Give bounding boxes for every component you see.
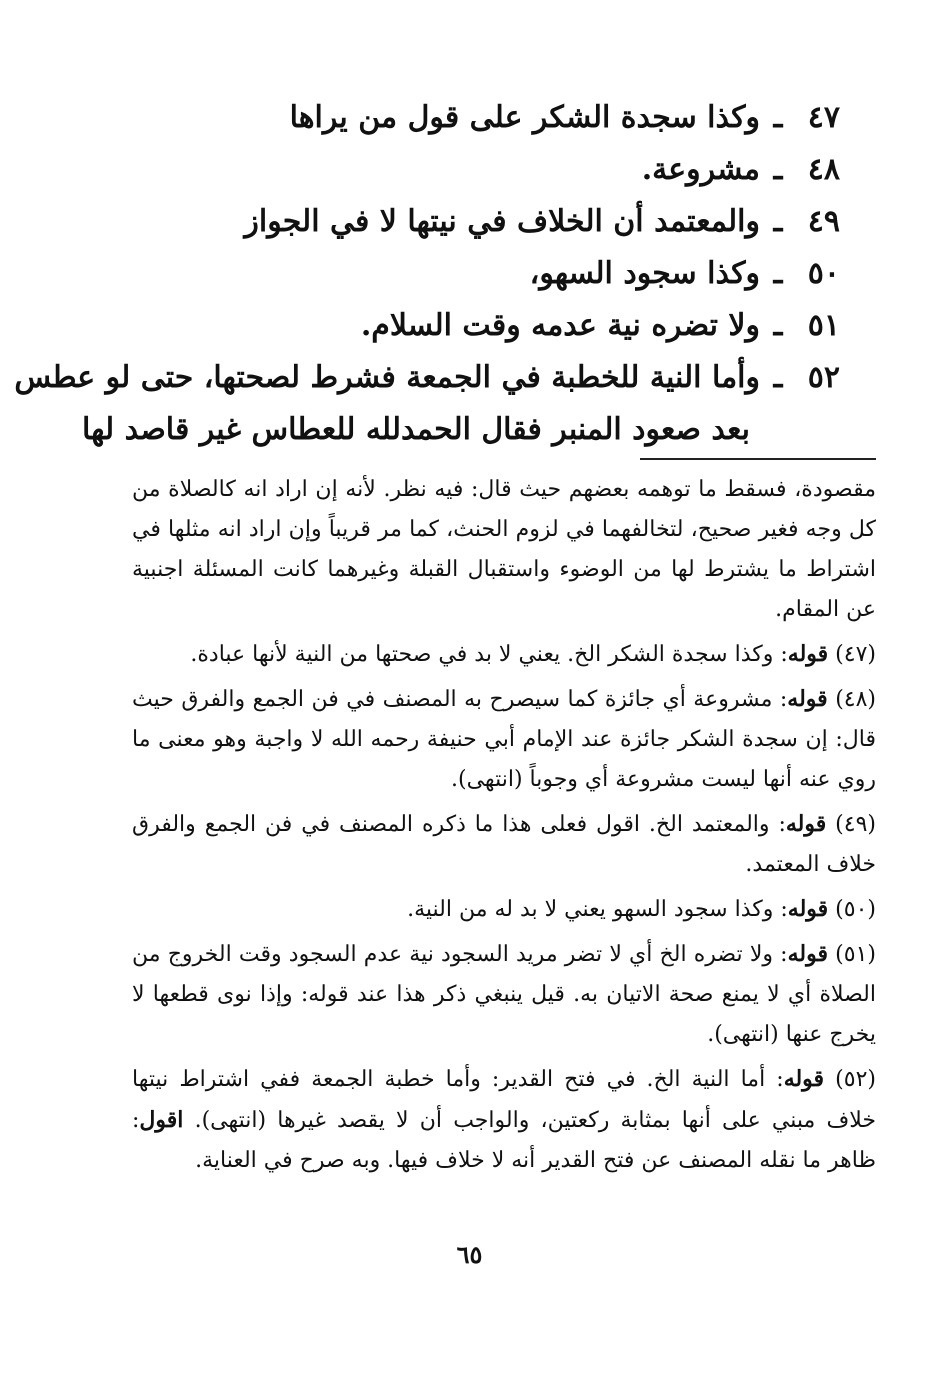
note-number: (٥٢)	[835, 1067, 876, 1092]
note-text: : وكذا سجدة الشكر الخ. يعني لا بد في صحتها من النية لأنها عبادة.	[190, 642, 788, 667]
note-number: (٥٠)	[835, 897, 876, 922]
note-label: قوله	[787, 686, 828, 712]
line-text: بعد صعود المنبر فقال الحمدلله للعطاس غير قاصد لها	[82, 412, 750, 447]
note-number: (٥١)	[835, 942, 876, 967]
note-50	[132, 889, 876, 930]
note-label: قوله	[785, 811, 827, 837]
line-number: ٥٢	[807, 360, 840, 395]
line-dash: ـ	[773, 152, 783, 187]
page-number: ٦٥	[456, 1240, 483, 1269]
line-text: ولا تضره نية عدمه وقت السلام.	[360, 308, 760, 343]
line-dash: ـ	[773, 256, 783, 291]
line-dash: ـ	[773, 100, 783, 135]
line-text: والمعتمد أن الخلاف في نيتها لا في الجواز	[244, 204, 760, 239]
line-text: وأما النية للخطبة في الجمعة فشرط لصحتها، حتى لو عطس	[14, 360, 760, 395]
main-text-block	[14, 92, 840, 456]
note-number: (٤٧)	[835, 642, 876, 667]
note-48	[132, 679, 876, 800]
line-text: وكذا سجود السهو،	[529, 256, 760, 291]
main-line-52	[14, 352, 840, 404]
line-number: ٥٠	[807, 256, 840, 291]
main-line-47	[128, 92, 840, 144]
line-number: ٤٨	[807, 152, 840, 187]
line-number: ٥١	[807, 308, 840, 343]
main-line-51	[128, 300, 840, 352]
note-text: : مشروعة أي جائزة كما سيصرح به المصنف في فن الجمع والفرق حيث قال: إن سجدة الشكر جائزة عند الإمام أبي حنيفة رحمه الله لا واجبة وهو معنى ما روي عنه أنها ليست مشروعة أي وجوباً (انتهى).	[132, 687, 876, 792]
commentary-notes	[132, 470, 876, 1185]
line-number: ٤٩	[807, 204, 840, 239]
note-label: قوله	[787, 941, 828, 967]
note-49	[132, 804, 876, 885]
main-line-48	[128, 144, 840, 196]
note-label: قوله	[787, 896, 829, 922]
note-52	[132, 1059, 876, 1181]
note-label-secondary: اقول	[139, 1107, 184, 1133]
line-dash: ـ	[773, 308, 783, 343]
main-line-49	[128, 196, 840, 248]
line-number: ٤٧	[807, 100, 840, 135]
note-47	[132, 634, 876, 675]
line-text: مشروعة.	[641, 152, 760, 187]
line-dash: ـ	[773, 204, 783, 239]
note-text-secondary: : ظاهر ما نقله المصنف عن فتح القدير أنه لا خلاف فيها. وبه صرح في العناية.	[132, 1108, 876, 1173]
note-number: (٤٩)	[835, 812, 876, 837]
note-intro: مقصودة، فسقط ما توهمه بعضهم حيث قال: فيه نظر. لأنه إن اراد انه كالصلاة من كل وجه فغير صحيح، لتخالفهما في لزوم الحنث، كما مر قريباً وإن اراد انه مثلها في اشتراط ما يشترط لها من الوضوء واستقبال القبلة وغيرهما كانت المسئلة اجنبية عن المقام.	[132, 477, 876, 622]
footnote-divider	[640, 458, 876, 460]
line-text: وكذا سجدة الشكر على قول من يراها	[289, 100, 760, 135]
note-label: قوله	[783, 1066, 825, 1092]
main-line-52-continuation	[82, 404, 840, 456]
note-text: : وكذا سجود السهو يعني لا بد له من النية.	[407, 897, 788, 922]
line-dash: ـ	[773, 360, 783, 395]
note-label: قوله	[787, 641, 829, 667]
note-number: (٤٨)	[835, 687, 877, 712]
main-line-50	[128, 248, 840, 300]
note-text: : والمعتمد الخ. اقول فعلى هذا ما ذكره المصنف في فن الجمع والفرق خلاف المعتمد.	[132, 812, 876, 877]
note-text: : أما النية الخ. في فتح القدير: وأما خطبة الجمعة ففي اشتراط نيتها خلاف مبني على أنها بمثابة ركعتين، والواجب أن لا يقصد غيرها (انتهى).	[132, 1067, 876, 1133]
note-text: : ولا تضره الخ أي لا تضر مريد السجود نية عدم السجود وقت الخروج من الصلاة أي لا يمنع صحة الاتيان به. قيل ينبغي ذكر هذا عند قوله: وإذا نوى قطعها لا يخرج عنها (انتهى).	[132, 942, 876, 1047]
note-51	[132, 934, 876, 1055]
